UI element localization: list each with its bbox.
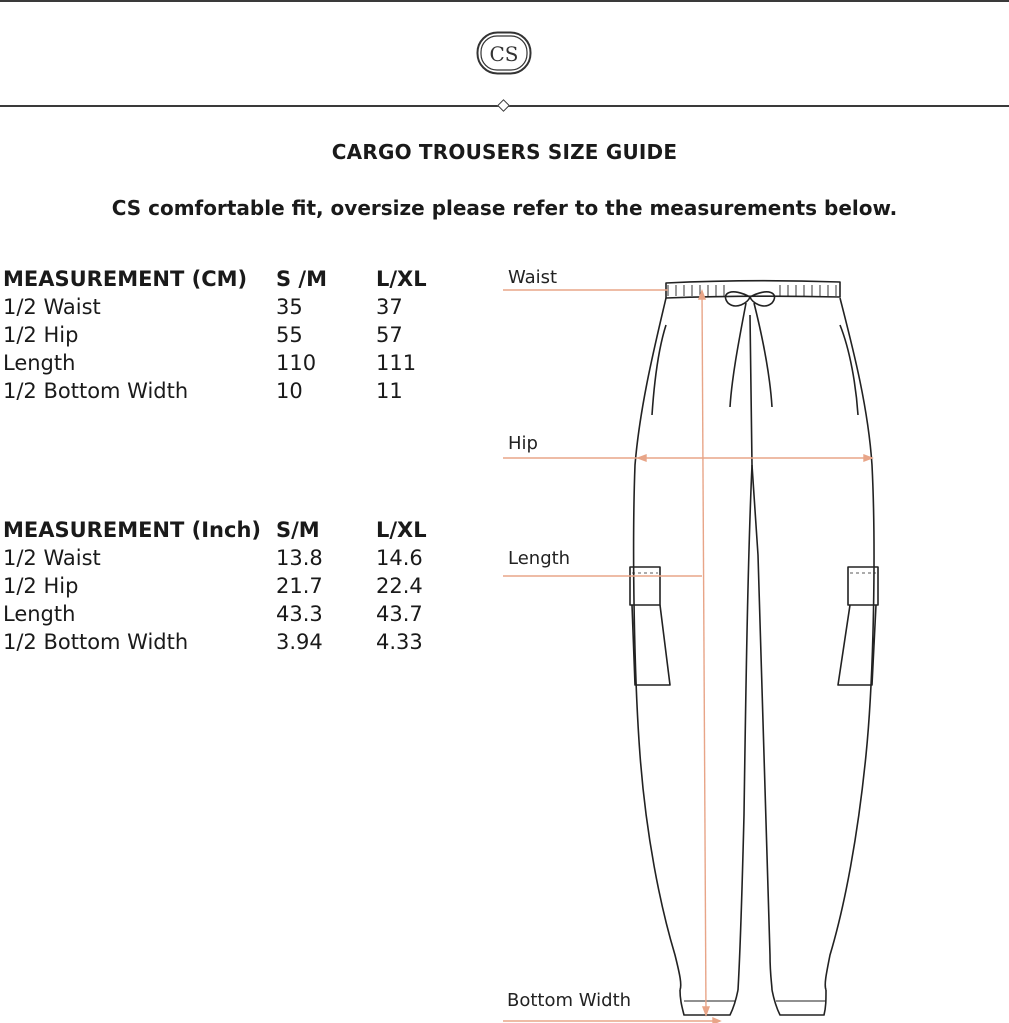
waist-label: Waist (508, 267, 558, 288)
table-cell: 1/2 Waist (3, 295, 101, 319)
measurement-lines (503, 290, 872, 1023)
table-header-cell: L/XL (376, 518, 427, 542)
table-cell: 55 (276, 323, 303, 347)
table-cell: 37 (376, 295, 403, 319)
table-cell: 1/2 Bottom Width (3, 379, 189, 403)
table-cell: 1/2 Hip (3, 323, 79, 347)
table-cell: 14.6 (376, 546, 423, 570)
table-row (3, 628, 456, 656)
table-cell: 43.7 (376, 602, 423, 626)
table-cell: 11 (376, 379, 403, 403)
divider-diamond-icon (497, 99, 510, 112)
table-cell: 4.33 (376, 630, 423, 654)
table-cell: 110 (276, 351, 317, 375)
table-cell: 21.7 (276, 574, 323, 598)
table-header-cell: L/XL (376, 267, 427, 291)
table-header-row (3, 516, 456, 544)
table-header-cell: S/M (276, 518, 320, 542)
cm-size-table (3, 265, 456, 405)
table-header-cell: S /M (276, 267, 328, 291)
table-cell: 1/2 Hip (3, 574, 79, 598)
table-header-cell: MEASUREMENT (CM) (3, 267, 248, 291)
table-cell: 111 (376, 351, 417, 375)
cs-logo-icon (476, 31, 532, 75)
table-row (3, 572, 456, 600)
table-header-row (3, 265, 456, 293)
table-row (3, 293, 456, 321)
table-row (3, 321, 456, 349)
table-cell: Length (3, 602, 76, 626)
table-cell: 35 (276, 295, 303, 319)
table-cell: 43.3 (276, 602, 323, 626)
table-row (3, 600, 456, 628)
table-row (3, 377, 456, 405)
hip-label: Hip (508, 433, 538, 454)
table-cell: 3.94 (276, 630, 323, 654)
table-row (3, 544, 456, 572)
trousers-outline-icon (630, 281, 878, 1015)
table-cell: Length (3, 351, 76, 375)
table-cell: 1/2 Bottom Width (3, 630, 189, 654)
table-cell: 57 (376, 323, 403, 347)
top-border-line (0, 0, 1009, 2)
trousers-diagram (500, 255, 1009, 1023)
page-title: CARGO TROUSERS SIZE GUIDE (331, 140, 678, 164)
logo-text: CS (489, 42, 519, 66)
table-cell: 22.4 (376, 574, 423, 598)
table-cell: 1/2 Waist (3, 546, 101, 570)
length-label: Length (508, 548, 571, 569)
bottom-width-label: Bottom Width (507, 990, 632, 1011)
table-cell: 13.8 (276, 546, 323, 570)
table-header-cell: MEASUREMENT (Inch) (3, 518, 261, 542)
page-subtitle: CS comfortable fit, oversize please refer to the measurements below. (111, 196, 898, 220)
table-row (3, 349, 456, 377)
inch-size-table (3, 516, 456, 656)
table-cell: 10 (276, 379, 303, 403)
